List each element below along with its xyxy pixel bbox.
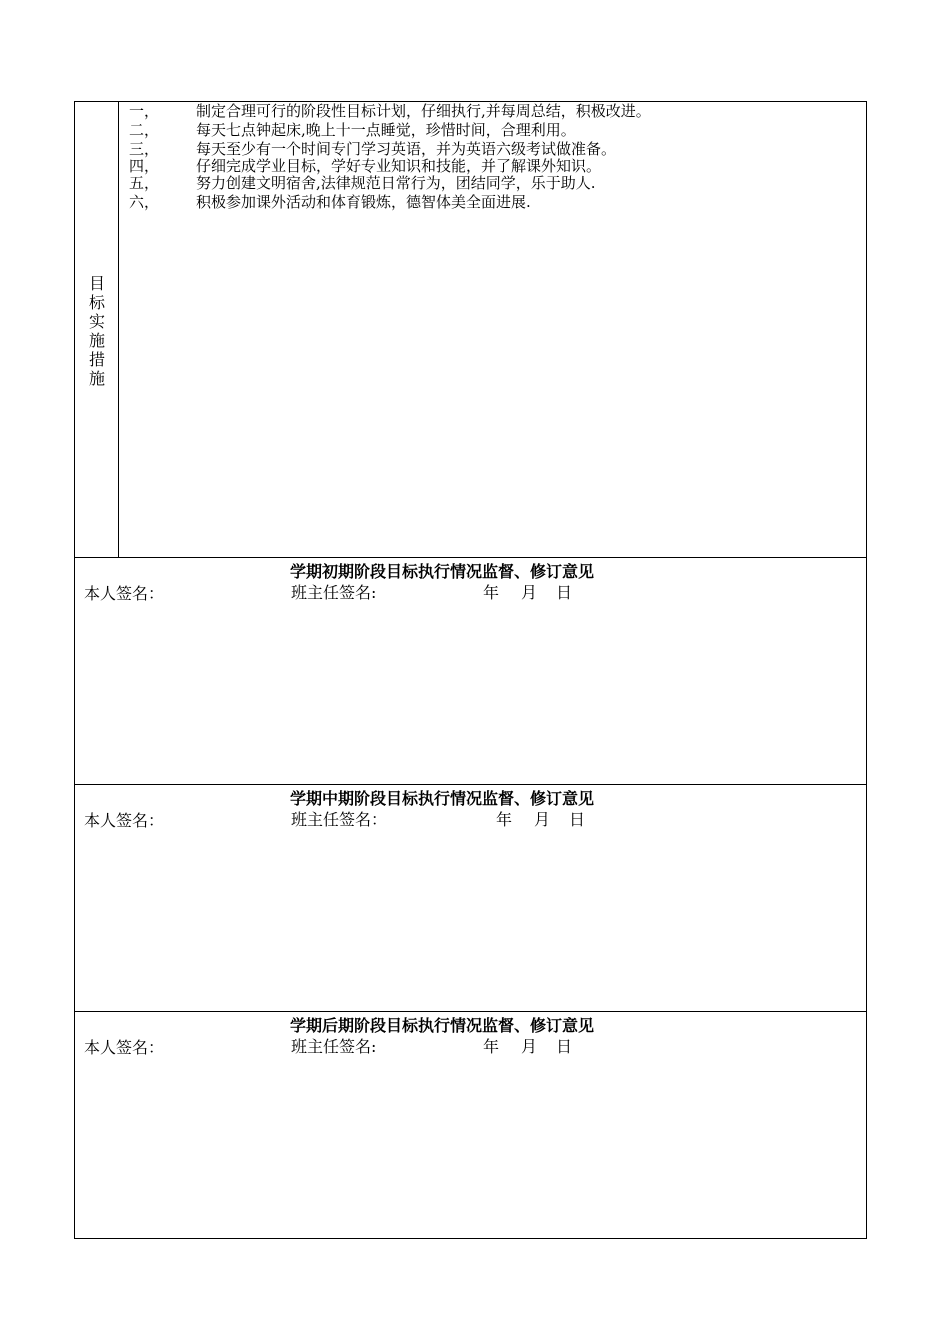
measure-text: 制定合理可行的阶段性目标计划，仔细执行,并每周总结，积极改进。 <box>196 102 651 120</box>
day-label: 日 <box>569 810 586 829</box>
teacher-signature-label: 班主任签名: <box>291 583 377 602</box>
month-label: 月 <box>521 1037 538 1056</box>
measure-item <box>129 121 651 140</box>
day-label: 日 <box>556 583 573 602</box>
measures-side-label: 目标实施措施 <box>88 274 105 388</box>
teacher-signature-label: 班主任签名: <box>291 1037 377 1056</box>
review-row-mid <box>75 785 866 1012</box>
month-label: 月 <box>534 810 551 829</box>
year-label: 年 <box>483 1037 500 1056</box>
measure-number: 五， <box>129 174 160 192</box>
measures-row <box>75 102 866 558</box>
measure-number: 一， <box>129 102 160 120</box>
measure-text: 积极参加课外活动和体育锻炼，德智体美全面进展. <box>196 193 531 211</box>
date-field <box>496 810 585 830</box>
measure-number: 三， <box>129 140 160 158</box>
review-title: 学期后期阶段目标执行情况监督、修订意见 <box>290 1016 595 1035</box>
date-field <box>483 583 572 603</box>
measures-list <box>129 102 651 212</box>
measure-item <box>129 159 651 174</box>
measure-number: 四， <box>129 157 160 175</box>
measure-item <box>129 102 651 121</box>
measure-text: 每天至少有一个时间专门学习英语，并为英语六级考试做准备。 <box>196 140 617 158</box>
measure-item <box>129 193 651 212</box>
date-field <box>483 1037 572 1057</box>
month-label: 月 <box>521 583 538 602</box>
review-row-early <box>75 558 866 785</box>
year-label: 年 <box>496 810 513 829</box>
measure-text: 努力创建文明宿舍,法律规范日常行为，团结同学，乐于助人. <box>196 174 596 192</box>
measure-number: 六， <box>129 193 160 211</box>
measures-label-cell <box>75 102 119 557</box>
teacher-signature-label: 班主任签名： <box>291 810 388 829</box>
measure-item <box>129 174 651 193</box>
review-title: 学期中期阶段目标执行情况监督、修订意见 <box>290 789 595 808</box>
self-signature-label: 本人签名： <box>84 1038 165 1057</box>
review-title: 学期初期阶段目标执行情况监督、修订意见 <box>290 562 595 581</box>
day-label: 日 <box>556 1037 573 1056</box>
measure-text: 仔细完成学业目标，学好专业知识和技能，并了解课外知识。 <box>196 157 602 175</box>
measure-number: 二， <box>129 121 160 139</box>
review-row-late <box>75 1012 866 1240</box>
self-signature-label: 本人签名： <box>84 811 165 830</box>
measure-text: 每天七点钟起床,晚上十一点睡觉，珍惜时间，合理利用。 <box>196 121 576 139</box>
goal-form-table <box>74 101 867 1239</box>
year-label: 年 <box>483 583 500 602</box>
self-signature-label: 本人签名： <box>84 584 165 603</box>
